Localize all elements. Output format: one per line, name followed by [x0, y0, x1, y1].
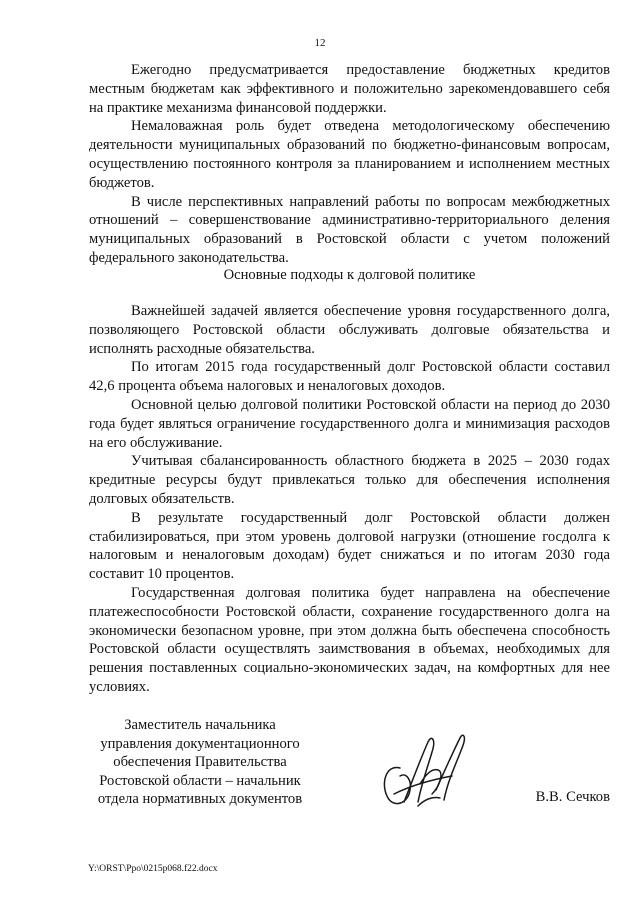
paragraph-budget-credits: Ежегодно предусматривается предоставление бюджетных кредитов местным бюджетам как эффективного и положительно зарекомендовавшего себя на практике механизма финансовой поддержки.	[89, 62, 610, 116]
paragraph-credit-resources: Учитывая сбалансированность областного бюджета в 2025 – 2030 годах кредитные ресурсы будут привлекаться только для обеспечения исполнения долговых обязательств.	[89, 453, 610, 507]
handwritten-signature	[374, 724, 470, 816]
signatory-position-line: обеспечения Правительства	[113, 754, 287, 771]
signatory-position	[84, 716, 316, 809]
signatory-position-line: Заместитель начальника	[124, 717, 276, 733]
document-file-path: Y:\ORST\Ppo\0215p068.f22.docx	[88, 864, 218, 874]
signatory-position-line: управления документационного	[100, 735, 300, 752]
paragraph-interbudget-relations: В числе перспективных направлений работы по вопросам межбюджетных отношений – совершенствование административно-территориального деления муниципальных образований в Ростовской области с учетом положений федерального законодательства.	[89, 193, 610, 266]
signer-name: В.В. Сечков	[535, 789, 610, 805]
signatory-position-line: Ростовской области – начальник	[99, 772, 301, 789]
paragraph-methodological-support: Немаловажная роль будет отведена методологическому обеспечению деятельности муниципальных образований по бюджетно-финансовым вопросам, осуществлению постоянного контроля за планированием и исполнением местных бюджетов.	[89, 118, 610, 191]
paragraph-debt-2015: По итогам 2015 года государственный долг Ростовской области составил 42,6 процента объема налоговых и неналоговых доходов.	[89, 359, 610, 395]
paragraph-debt-stabilization: В результате государственный долг Ростовской области должен стабилизироваться, при этом уровень долговой нагрузки (отношение госдолга к налоговым и неналоговым доходам) будет снижаться и по итогам 2030 года составит 10 процентов.	[89, 509, 610, 583]
debt-policy-text-block	[89, 302, 610, 697]
intro-text-block	[89, 61, 610, 268]
paragraph-debt-policy-direction: Государственная долговая политика будет направлена на обеспечение платежеспособности Ростовской области, сохранение государственного долга на экономически безопасном уровне, при этом должна быть обеспечена способность Ростовской области осуществлять заимствования в объемах, необходимых для решения поставленных социально-экономических задач, на комфортных для нее условиях.	[89, 584, 610, 695]
page-number: 12	[314, 37, 326, 49]
paragraph-debt-level-task: Важнейшей задачей является обеспечение уровня государственного долга, позволяющего Ростовской области обслуживать долговые обязательства и исполнять расходные обязательства.	[89, 303, 610, 357]
signatory-position-line: отдела нормативных документов	[97, 791, 303, 808]
section-heading: Основные подходы к долговой политике	[223, 267, 476, 283]
paragraph-main-goal: Основной целью долговой политики Ростовской области на период до 2030 года будет являться ограничение государственного долга и минимизация расходов на его обслуживание.	[89, 396, 610, 451]
